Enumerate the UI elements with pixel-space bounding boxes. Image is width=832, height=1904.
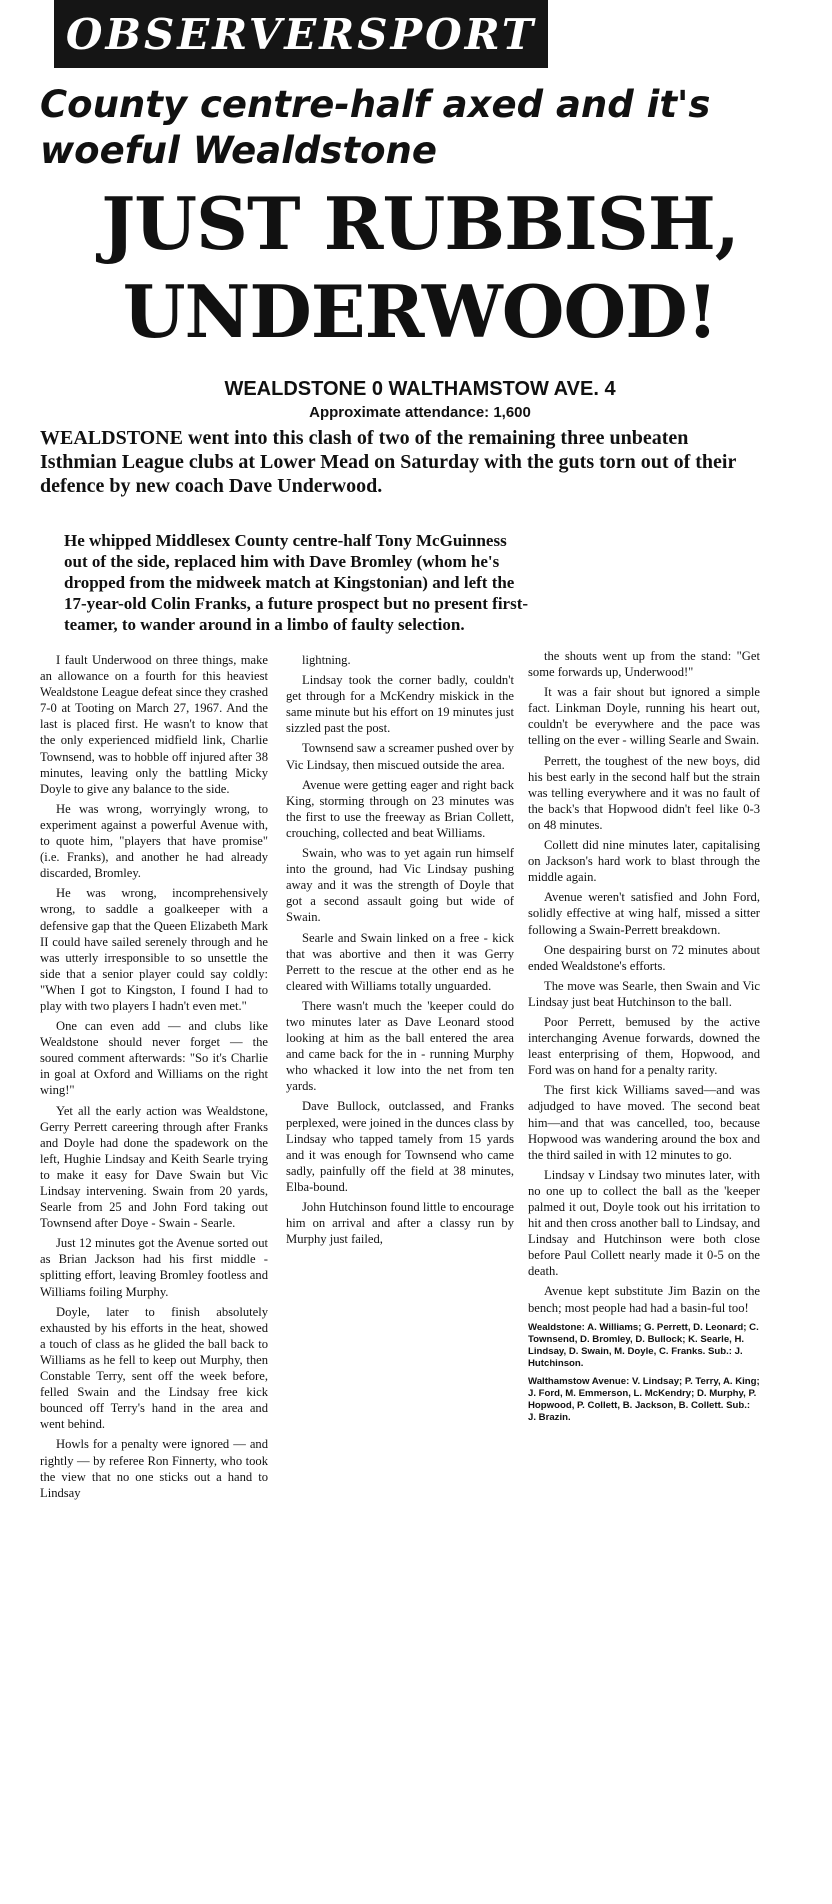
- intro-paragraph: He whipped Middlesex County centre-half Tony McGuinness out of the side, replaced him with Dave Bromley (whom he's dropped from the midweek match at Kingstonian) and left the 17-year-old Colin Franks, a future prospect but no present first-teamer, to wander around in a limbo of faulty selection.: [64, 531, 529, 634]
- paragraph: Swain, who was to yet again run himself into the ground, had Vic Lindsay pushing away and it was the strength of Doyle that got a second assault going but wide of Swain.: [286, 846, 514, 925]
- paragraph: John Hutchinson found little to encourage him on arrival and after a classy run by Murphy just failed,: [286, 1200, 514, 1247]
- paragraph: Perrett, the toughest of the new boys, did his best early in the second half but the strain was telling everywhere and it was no fault of the back's that Hopwood didn't feel like 0-3 on 48 minutes.: [528, 753, 760, 832]
- article-column-3: [528, 648, 760, 1430]
- paragraph: It was a fair shout but ignored a simple fact. Linkman Doyle, running his heart out, couldn't be everywhere and the pace was telling on the ever - willing Searle and Swain.: [528, 685, 760, 748]
- score-line: WEALDSTONE 0 WALTHAMSTOW AVE. 4: [224, 378, 616, 400]
- paragraph: I fault Underwood on three things, make an allowance on a fourth for this heaviest Wealdstone League defeat since they crashed 7-0 at Tooting on March 27, 1967. And the last is placed first. He wasn't to know that the only experienced midfield link, Charlie Townsend, was to hobble off injured after 38 minutes, leaving only the battling Micky Doyle to give any balance to the side.: [40, 653, 269, 796]
- paragraph: There wasn't much the 'keeper could do two minutes later as Dave Leonard stood looking at him as the ball entered the area and came back for the in - running Murphy who whacked it low into the net from ten yards.: [286, 998, 514, 1094]
- paragraph: Collett did nine minutes later, capitalising on Jackson's hard work to blast through the middle again.: [528, 838, 760, 885]
- paragraph: Searle and Swain linked on a free - kick that was abortive and then it was Gerry Perrett to the rescue at the other end as he cleared with Williams totally unguarded.: [286, 930, 514, 993]
- paragraph: Doyle, later to finish absolutely exhausted by his efforts in the heat, showed a touch of class as he glided the ball back to Williams as he fell to keep out Murphy, then Constable Terry, sent off the week before, felled Swain and the Lindsay free kick bounced off Terry's hand in the area and went behind.: [40, 1304, 268, 1432]
- paragraph: Avenue weren't satisfied and John Ford, solidly effective at wing half, missed a sitter following a Swain-Perrett breakdown.: [528, 890, 760, 937]
- paragraph: One despairing burst on 72 minutes about ended Wealdstone's efforts.: [528, 942, 760, 973]
- kicker-headline: County centre-half axed and it's woeful Wealdstone: [40, 83, 711, 172]
- paragraph: Avenue kept substitute Jim Bazin on the bench; most people had had a basin-ful too!: [528, 1284, 760, 1315]
- team-lineups: [528, 1322, 760, 1424]
- paragraph: Lindsay v Lindsay two minutes later, with no one up to collect the ball as the 'keeper palmed it out, Doyle took out his irritation to hit and then cross another ball to Lindsay, and Lindsay and Hutchinson were both close before Paul Collett nearly made it 0-5 on the death.: [528, 1167, 760, 1279]
- paragraph: Howls for a penalty were ignored — and rightly — by referee Ron Finnerty, who took the view that no one sticks out a hand to Lindsay: [40, 1437, 268, 1500]
- paragraph: the shouts went up from the stand: "Get some forwards up, Underwood!": [528, 649, 760, 680]
- article-column-1: [40, 652, 268, 1505]
- walthamstow-lineup: Walthamstow Avenue: V. Lindsay; P. Terry, A. King; J. Ford, M. Emmerson, L. McKendry; D. Murphy, P. Hopwood, P. Collett, B. Jackson, B. Collett. Sub.: J. Brazin.: [528, 1375, 760, 1423]
- paragraph: Townsend saw a screamer pushed over by Vic Lindsay, then miscued outside the area.: [286, 741, 514, 772]
- paragraph: Just 12 minutes got the Avenue sorted out as Brian Jackson had his first middle - splitting effort, leaving Bromley footless and Williams foiling Murphy.: [40, 1236, 268, 1299]
- article-column-2: [286, 652, 514, 1251]
- paragraph: Lindsay took the corner badly, couldn't get through for a McKendry miskick in the same minute but his effort on 19 minutes just sizzled past the post.: [286, 673, 514, 736]
- paragraph: lightning.: [302, 653, 351, 667]
- paragraph: He was wrong, incomprehensively wrong, to saddle a goalkeeper with a defensive gap that the Queen Elizabeth Mark II could have sailed serenely through and he was utterly irresponsible to so unsettle the side that a senior player could say coldly: "When I got to Kingston, I found I had to play with two players I hadn't even met.": [40, 886, 268, 1013]
- paragraph: The move was Searle, then Swain and Vic Lindsay just beat Hutchinson to the ball.: [528, 978, 760, 1009]
- wealdstone-lineup: Wealdstone: A. Williams; G. Perrett, D. Leonard; C. Townsend, D. Bromley, D. Bullock; K. Searle, H. Lindsay, D. Swain, M. Doyle, C. Franks. Sub.: J. Hutchinson.: [528, 1321, 759, 1369]
- attendance-line: Approximate attendance: 1,600: [309, 404, 531, 421]
- main-headline: JUST RUBBISH, UNDERWOOD!: [101, 181, 739, 354]
- paragraph: The first kick Williams saved—and was adjudged to have moved. The second beat him—and that was cancelled, too, because Hopwood was wandering around the box and the third sailed in with 12 minutes to go.: [528, 1083, 760, 1162]
- banner-title: OBSERVERSPORT: [65, 9, 537, 59]
- paragraph: Avenue were getting eager and right back King, storming through on 23 minutes was the first to use the freeway as Brian Collett, crouching, collected and beat Williams.: [286, 777, 514, 840]
- section-banner: [54, 0, 548, 68]
- paragraph: Dave Bullock, outclassed, and Franks perplexed, were joined in the dunces class by Lindsay who tapped tamely from 15 yards and it was enough for Townsend who came sadly, painfully off the field at 38 minutes, Elba-bound.: [286, 1099, 515, 1194]
- paragraph: He was wrong, worryingly wrong, to experiment against a powerful Avenue with, to quote him, "players that have promise" (i.e. Franks), and another he had already discarded, Bromley.: [40, 801, 268, 881]
- paragraph: Poor Perrett, bemused by the active interchanging Avenue forwards, downed the least enterprising of them, Hopwood, and Ford was on hand for a penalty rarity.: [528, 1014, 760, 1078]
- paragraph: One can even add — and clubs like Wealdstone should never forget — the soured comment afterwards: "So it's Charlie in goal at Oxford and Williams on the right wing!": [40, 1019, 268, 1098]
- paragraph: Yet all the early action was Wealdstone, Gerry Perrett careering through after Franks and Doyle had done the spadework on the left, Hughie Lindsay and Keith Searle trying to make it easy for Dave Swain but Vic Lindsay intervening. Swain from 20 yards, Searle from 25 and John Ford taking out Townsend after Doye - Swain - Searle.: [40, 1103, 268, 1231]
- lede-paragraph: WEALDSTONE went into this clash of two of the remaining three unbeaten Isthmian League clubs at Lower Mead on Saturday with the guts torn out of their defence by new coach Dave Underwood.: [40, 427, 736, 497]
